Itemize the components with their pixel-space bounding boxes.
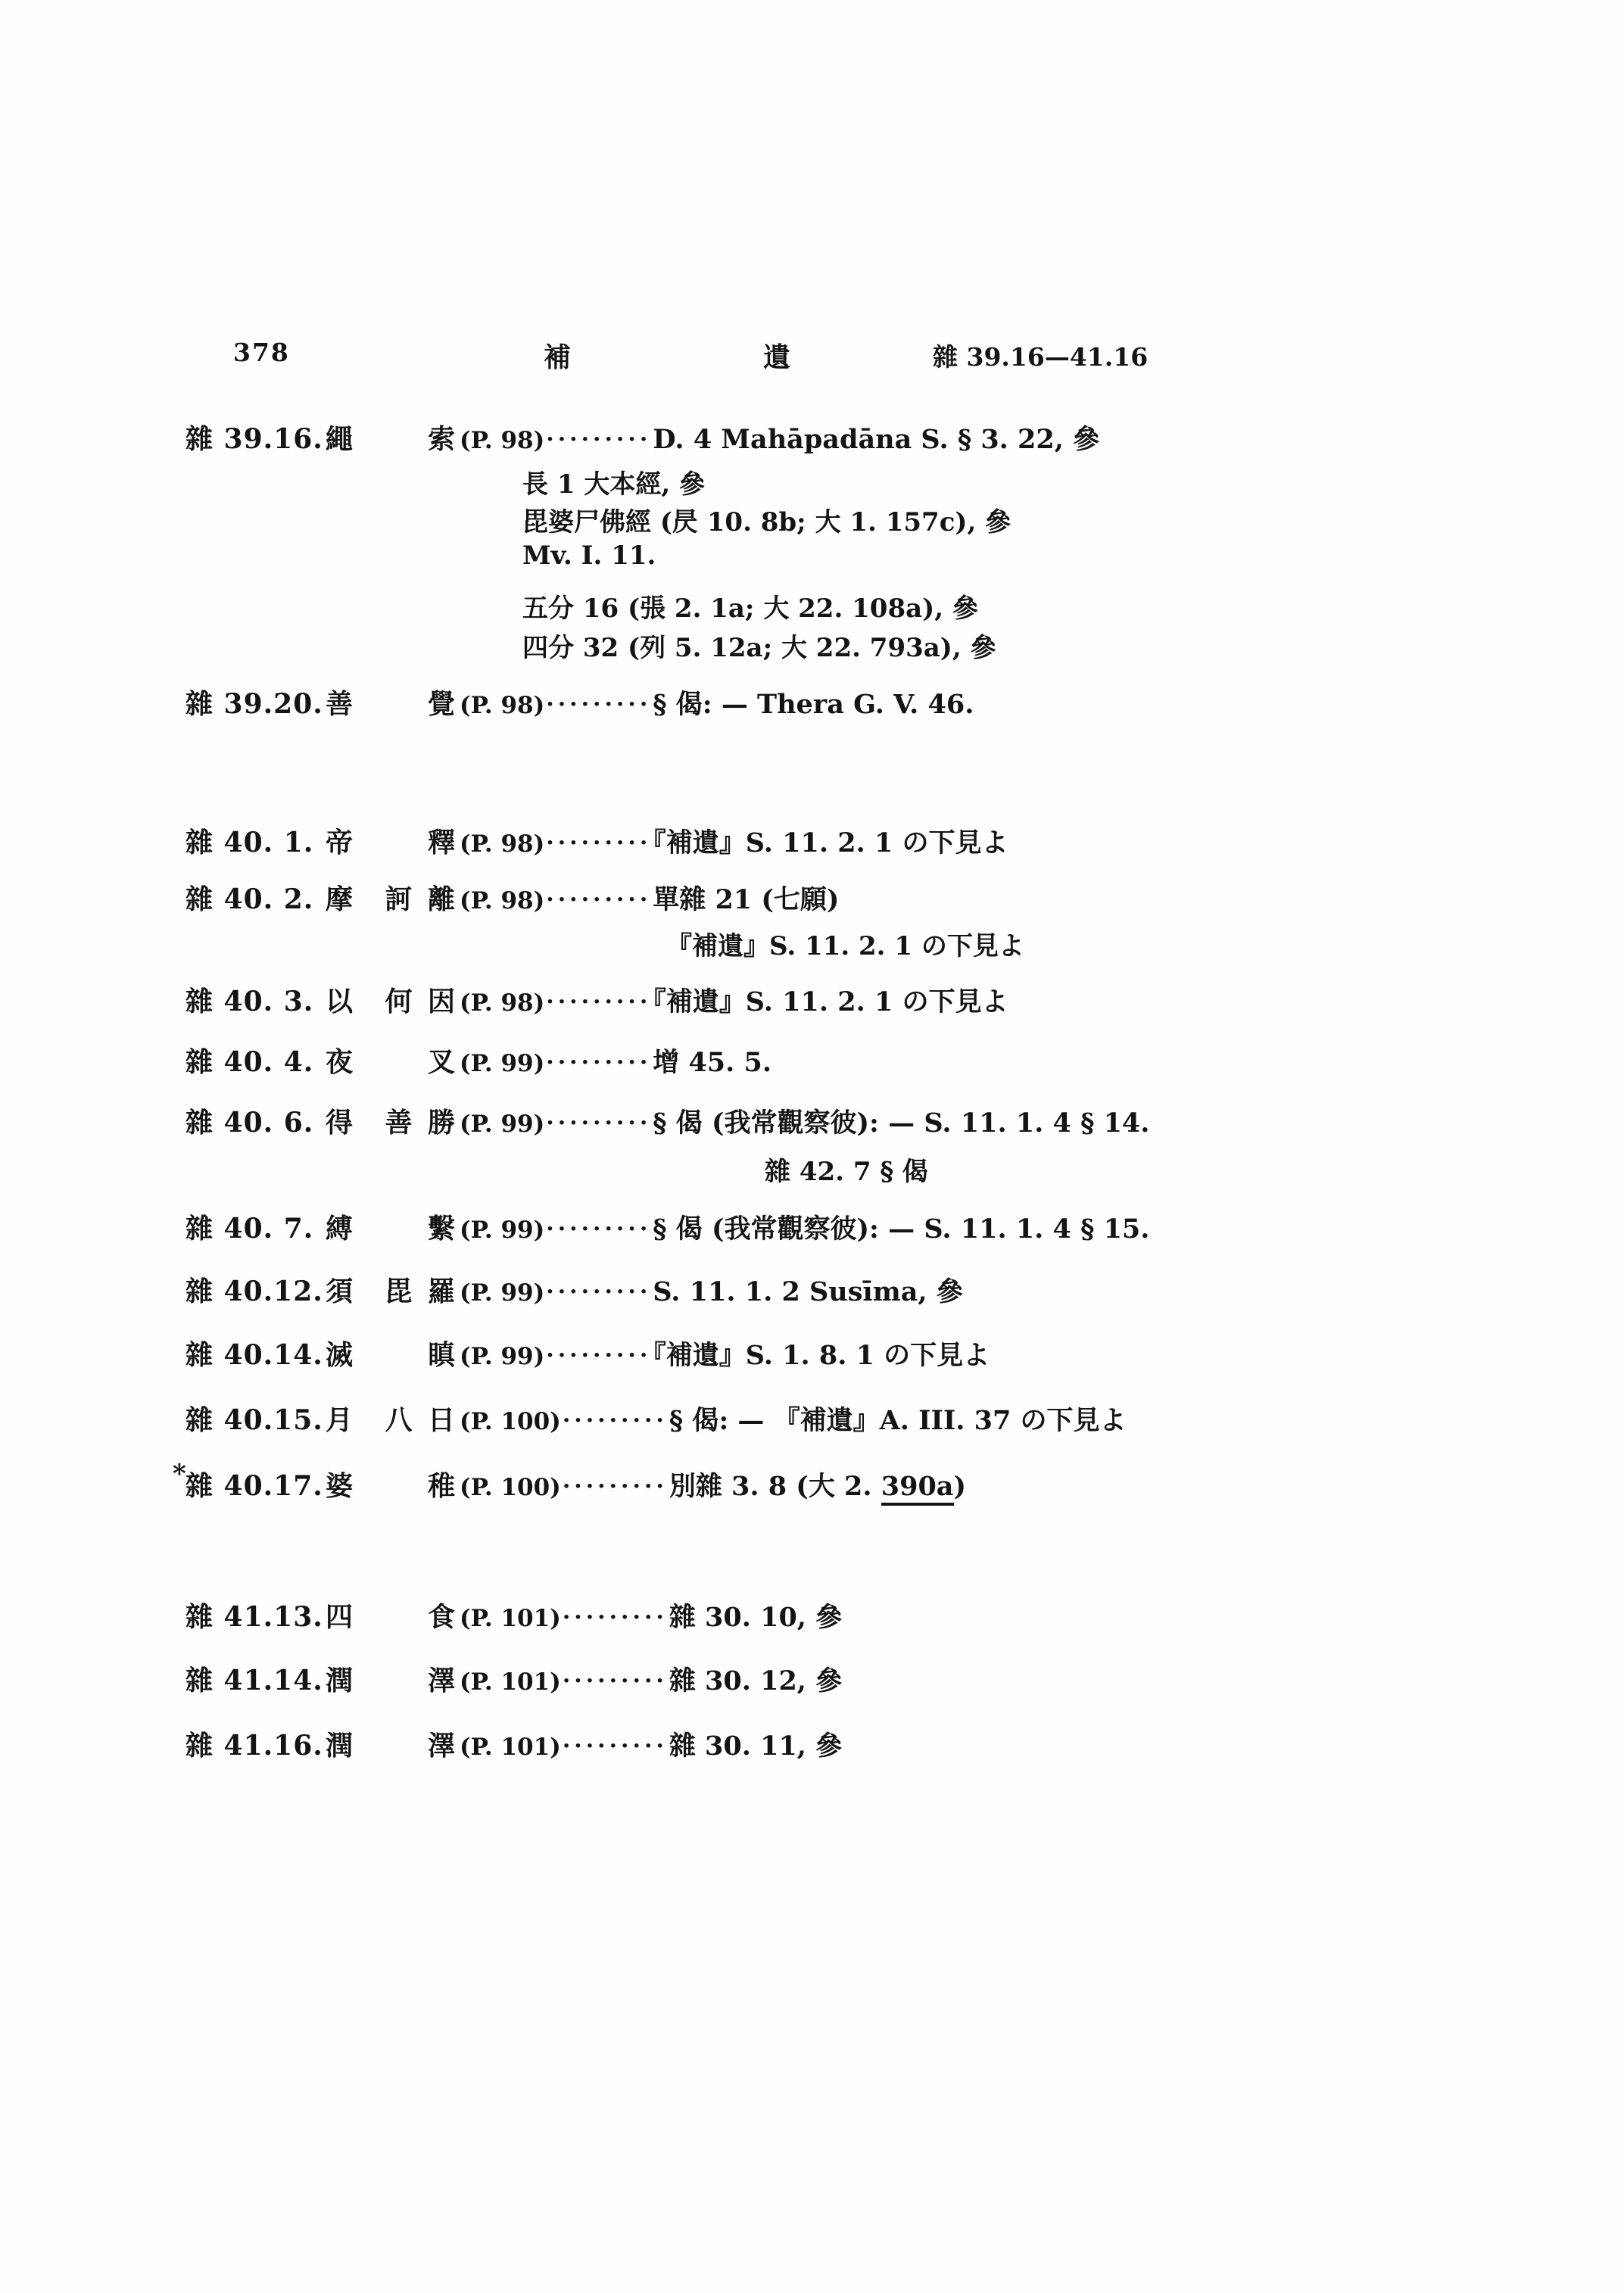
entry-sub-reference: 四分 32 (列 5. 12a; 大 22. 793a), 參: [522, 633, 996, 663]
entry-page-ref: (P. 101): [460, 1605, 561, 1632]
entry-sub-reference: 毘婆尸佛經 (昃 10. 8b; 大 1. 157c), 參: [522, 507, 1011, 537]
entry-row: [173, 1459, 1538, 1503]
entry-page-ref: (P. 100): [460, 1474, 561, 1501]
dot-leader: ·········: [546, 1216, 652, 1242]
entry-headword-first: 滅: [326, 1339, 354, 1371]
entry-row: [176, 1101, 1538, 1139]
entry-headword-first: 潤: [326, 1730, 354, 1762]
entry-reference: 增 45. 5.: [653, 1047, 772, 1078]
entry-headword-first: 摩 訶: [326, 883, 413, 915]
entry-row: [176, 1207, 1538, 1245]
entry-headword-last: 覺: [428, 688, 456, 720]
entry-headword-first: 得 善: [326, 1107, 413, 1139]
entry-headword-last: 食: [428, 1601, 456, 1633]
entry-row: [176, 683, 1538, 721]
entry-headword-last: 因: [428, 986, 456, 1017]
dot-leader: ·········: [546, 830, 652, 856]
entry-headword-first: 潤: [326, 1665, 354, 1696]
entry-headword-first: 須 毘: [326, 1276, 413, 1307]
entry-headword-last: 繫: [428, 1213, 456, 1245]
header-entry-range: 雜 39.16—41.16: [933, 342, 1149, 372]
entry-reference-segment: 別雜 3. 8 (大 2.: [669, 1471, 881, 1502]
entry-page-ref: (P. 99): [460, 1279, 545, 1307]
entry-page-ref: (P. 101): [460, 1734, 561, 1761]
entry-sub-reference: 『補遺』S. 11. 2. 1 の下見よ: [666, 931, 1024, 961]
dot-leader: ·········: [562, 1733, 668, 1759]
entry-reference: 『補遺』S. 1. 8. 1 の下見よ: [653, 1340, 990, 1371]
entry-sub-reference: 五分 16 (張 2. 1a; 大 22. 108a), 參: [522, 594, 978, 624]
entry-headword-first: 帝: [326, 827, 354, 858]
entry-headword-first: 善: [326, 688, 354, 720]
entry-row: [176, 1041, 1538, 1079]
entry-reference: 雜 30. 12, 參: [669, 1665, 843, 1696]
entry-headword-last: 勝: [428, 1107, 456, 1139]
entry-headword-first: 四: [326, 1601, 354, 1633]
entry-reference: § 偈: — 『補遺』A. III. 37 の下見よ: [669, 1405, 1127, 1436]
dot-leader: ·········: [546, 691, 652, 718]
entry-headword-last: 索: [428, 423, 456, 455]
entry-number: 雜 39.16.: [185, 423, 323, 455]
entry-number: 雜 40.12.: [185, 1276, 323, 1307]
entry-headword-last: 離: [428, 883, 456, 915]
dot-leader: ·········: [562, 1473, 668, 1500]
entry-headword-last: 稚: [428, 1470, 456, 1502]
dot-leader: ·········: [546, 1342, 652, 1369]
entry-page-ref: (P. 98): [460, 830, 545, 858]
entry-headword-first: 月 八: [326, 1404, 413, 1436]
entry-headword-first: 繩: [326, 423, 354, 455]
entry-reference-segment: ): [953, 1471, 967, 1502]
entry-row: [176, 1659, 1538, 1697]
entry-number: 雜 40. 7.: [185, 1213, 314, 1245]
entry-headword-last: 羅: [428, 1276, 456, 1307]
entry-number: 雜 40. 4.: [185, 1046, 314, 1078]
entry-number: 雜 39.20.: [185, 688, 323, 720]
entry-headword-last: 叉: [428, 1046, 456, 1078]
entry-sub-reference: 長 1 大本經, 參: [522, 469, 706, 500]
entry-row: [176, 1596, 1538, 1634]
entry-sub-reference: Mv. I. 11.: [522, 541, 656, 571]
entry-reference: 『補遺』S. 11. 2. 1 の下見よ: [653, 986, 1008, 1017]
entry-reference: 雜 30. 10, 參: [669, 1602, 843, 1633]
entry-headword-last: 澤: [428, 1665, 456, 1696]
entry-page-ref: (P. 98): [460, 887, 545, 914]
entry-row: [176, 418, 1538, 456]
section-title-right-char: 遺: [763, 341, 791, 373]
entry-row: [176, 1724, 1538, 1762]
entry-headword-first: 縛: [326, 1213, 354, 1245]
entry-row: [176, 1334, 1538, 1372]
entry-page-ref: (P. 98): [460, 692, 545, 719]
entry-number: 雜 40. 6.: [185, 1107, 314, 1139]
entry-sub-reference: 雜 42. 7 § 偈: [765, 1157, 928, 1187]
entry-page-ref: (P. 100): [460, 1408, 561, 1435]
entry-number: 雜 40. 1.: [185, 827, 314, 858]
entry-number: 雜 41.14.: [185, 1665, 323, 1696]
star-marker: *: [173, 1459, 186, 1489]
entry-headword-first: 以 何: [326, 986, 413, 1017]
entry-row: [176, 980, 1538, 1018]
entry-number: 雜 41.16.: [185, 1730, 323, 1762]
entry-page-ref: (P. 101): [460, 1668, 561, 1696]
entry-row: [176, 1270, 1538, 1308]
dot-leader: ·········: [562, 1407, 668, 1434]
entry-number: 雜 40.15.: [185, 1404, 323, 1436]
entry-headword-last: 澤: [428, 1730, 456, 1762]
entry-page-ref: (P. 99): [460, 1111, 545, 1138]
dot-leader: ·········: [546, 1110, 652, 1136]
entry-row: [176, 821, 1538, 859]
entry-reference: 單雜 21 (七願): [653, 884, 840, 915]
entry-headword-first: 婆: [326, 1470, 354, 1502]
entry-reference-underlined: 390a: [881, 1471, 954, 1506]
entry-number: 雜 40. 2.: [185, 883, 314, 915]
entry-page-ref: (P. 99): [460, 1217, 545, 1244]
entry-headword-last: 瞋: [428, 1339, 456, 1371]
entry-page-ref: (P. 99): [460, 1050, 545, 1077]
page-number: 378: [233, 338, 290, 367]
entry-page-ref: (P. 98): [460, 427, 545, 454]
entry-number: 雜 40.17.: [185, 1470, 323, 1502]
dot-leader: ·········: [562, 1604, 668, 1631]
entry-number: 雜 40. 3.: [185, 986, 314, 1017]
entry-row: [176, 878, 1538, 916]
entry-number: 雜 40.14.: [185, 1339, 323, 1371]
section-title-left-char: 補: [544, 341, 572, 373]
entry-headword-last: 日: [428, 1404, 456, 1436]
entry-reference: 『補遺』S. 11. 2. 1 の下見よ: [653, 827, 1008, 858]
entry-reference: S. 11. 1. 2 Susīma, 參: [653, 1276, 963, 1307]
entry-reference: § 偈 (我常觀察彼): — S. 11. 1. 4 § 15.: [653, 1213, 1150, 1245]
entry-page-ref: (P. 98): [460, 989, 545, 1017]
entry-headword-first: 夜: [326, 1046, 354, 1078]
dot-leader: ·········: [546, 989, 652, 1015]
entry-reference: [669, 1471, 966, 1506]
entry-reference: § 偈 (我常觀察彼): — S. 11. 1. 4 § 14.: [653, 1108, 1150, 1139]
entry-page-ref: (P. 99): [460, 1343, 545, 1370]
entry-reference: D. 4 Mahāpadāna S. § 3. 22, 參: [653, 424, 1100, 455]
dot-leader: ·········: [562, 1668, 668, 1694]
entry-number: 雜 41.13.: [185, 1601, 323, 1633]
dot-leader: ·········: [546, 886, 652, 913]
dot-leader: ·········: [546, 1049, 652, 1076]
entry-reference: § 偈: — Thera G. V. 46.: [653, 689, 974, 720]
dot-leader: ·········: [546, 1279, 652, 1305]
entry-headword-last: 釋: [428, 827, 456, 858]
entry-row: [176, 1399, 1538, 1437]
dot-leader: ·········: [546, 426, 652, 453]
entry-reference: 雜 30. 11, 參: [669, 1731, 843, 1762]
